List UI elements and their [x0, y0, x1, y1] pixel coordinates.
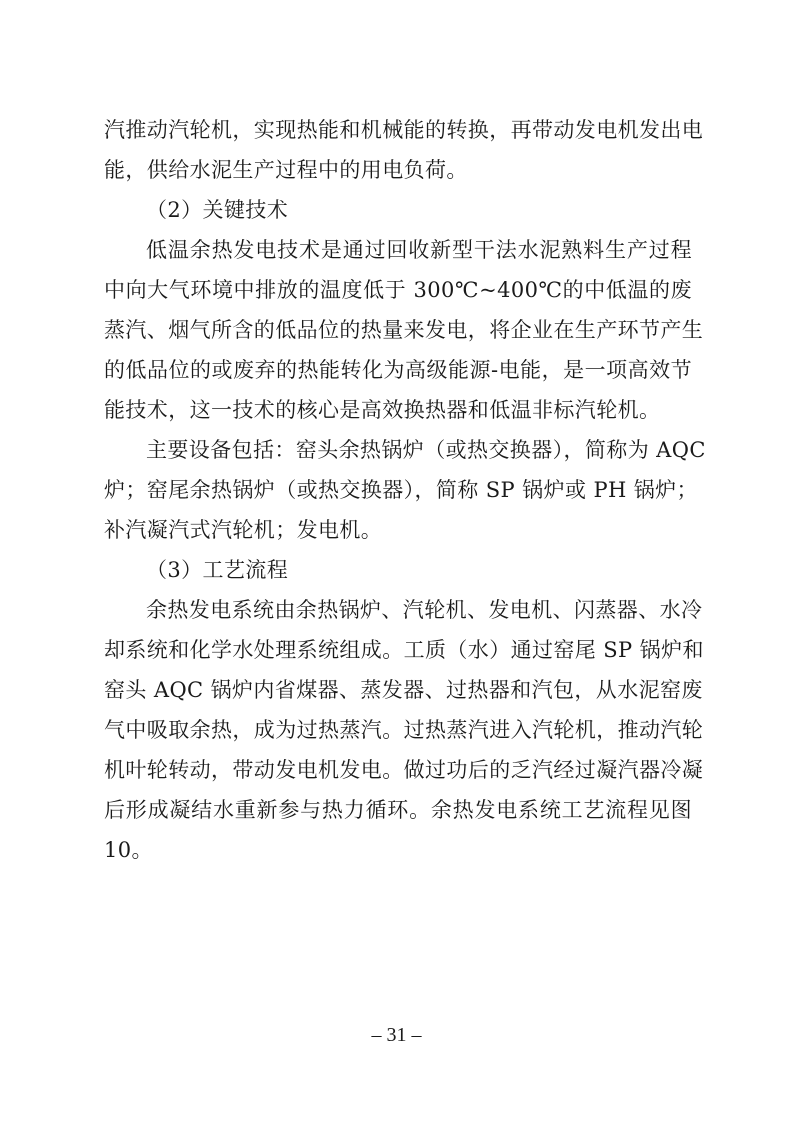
heading-process-flow: （3）工艺流程 [146, 558, 289, 582]
heading-key-technology: （2）关键技术 [146, 198, 289, 222]
page-number: – 31 – [371, 1024, 422, 1046]
text-line: 机叶轮转动，带动发电机发电。做过功后的乏汽经过凝汽器冷凝 [104, 758, 704, 782]
paragraph-key-technology [104, 230, 704, 430]
text-line: 中向大气环境中排放的温度低于 300℃~400℃的中低温的废 [104, 278, 692, 302]
paragraph-intro [104, 110, 704, 190]
text-line: 窑头 AQC 锅炉内省煤器、蒸发器、过热器和汽包，从水泥窑废 [104, 678, 703, 702]
text-line: 补汽凝汽式汽轮机；发电机。 [104, 518, 383, 542]
text-line: 气中吸取余热，成为过热蒸汽。过热蒸汽进入汽轮机，推动汽轮 [104, 718, 704, 742]
text-line: 10。 [104, 838, 153, 862]
document-body [104, 110, 706, 870]
text-line: 能技术，这一技术的核心是高效换热器和低温非标汽轮机。 [104, 398, 661, 422]
text-line: 主要设备包括：窑头余热锅炉（或热交换器），简称为 AQC [146, 438, 706, 462]
paragraph-main-equipment [104, 430, 706, 550]
text-line: 低温余热发电技术是通过回收新型干法水泥熟料生产过程 [146, 238, 692, 262]
text-line: 能，供给水泥生产过程中的用电负荷。 [104, 158, 468, 182]
text-line: 汽推动汽轮机，实现热能和机械能的转换，再带动发电机发出电 [104, 118, 704, 142]
paragraph-process-flow [104, 590, 704, 870]
text-line: 炉；窑尾余热锅炉（或热交换器），简称 SP 锅炉或 PH 锅炉； [104, 478, 698, 502]
text-line: 的低品位的或废弃的热能转化为高级能源-电能，是一项高效节 [104, 358, 692, 382]
text-line: 后形成凝结水重新参与热力循环。余热发电系统工艺流程见图 [104, 798, 692, 822]
text-line: 却系统和化学水处理系统组成。工质（水）通过窑尾 SP 锅炉和 [104, 638, 704, 662]
text-line: 余热发电系统由余热锅炉、汽轮机、发电机、闪蒸器、水冷 [146, 598, 703, 622]
text-line: 蒸汽、烟气所含的低品位的热量来发电，将企业在生产环节产生 [104, 318, 704, 342]
